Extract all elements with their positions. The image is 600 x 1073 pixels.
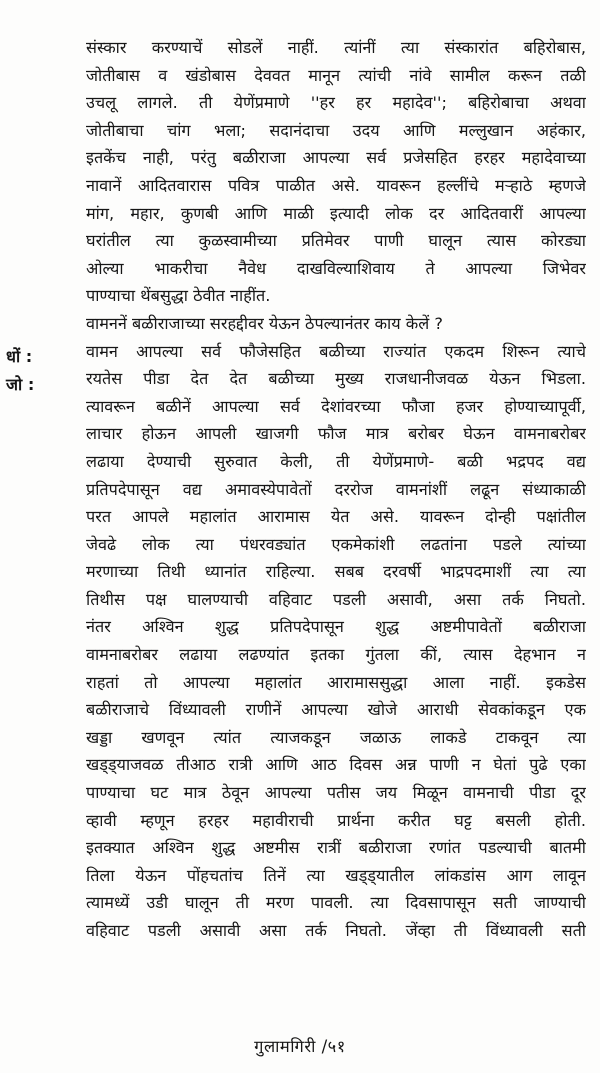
speaker-question-label: धों : xyxy=(6,347,33,366)
text-line: प्रतिपदेपासून वद्य अमावस्येपावेतों दररोज वामनांशीं लढून संध्याकाळी xyxy=(86,479,586,499)
text-line: त्यावरून बळीनें आपल्या सर्व देशांवरच्या फौजा हजर होण्याच्यापूर्वी, xyxy=(86,396,586,416)
text-line: उचलू लागले. ती येणेंप्रमाणे ''हर हर महादेव''; बहिरोबाचा अथवा xyxy=(86,93,586,113)
text-line: वहिवाट पडली असावी असा तर्क निघतो. जेंव्हा ती विंध्यावली सती xyxy=(86,921,586,940)
text-line: बळीराजाचे विंध्यावली राणीनें आपल्या खोजे आराधी सेवकांकडून एक xyxy=(86,700,586,720)
text-line: जोतीबाचा चांग भला; सदानंदाचा उदय आणि मल्लुखान अहंकार, xyxy=(86,120,586,140)
text-line: वामनाबरोबर लढाया लढण्यांत इतका गुंतला कीं, त्यास देहभान न xyxy=(86,645,586,665)
text-line: पाण्याचा घट मात्र ठेवून आपल्या पतीस जय मिळून वामनाची पीडा दूर xyxy=(86,783,586,803)
text-line: घरांतील त्या कुळस्वामीच्या प्रतिमेवर पाणी घालून त्यास कोरड्या xyxy=(86,231,586,251)
body-text xyxy=(86,34,586,945)
text-line: व्हावी म्हणून हरहर महावीराची प्रार्थना करीत घट्ट बसली होती. xyxy=(86,810,586,830)
text-line: लाचार होऊन आपली खाजगी फौज मात्र बरोबर घेऊन वामनाबरोबर xyxy=(86,424,586,444)
text-line: खड्डा खणवून त्यांत त्याजकडून जळाऊ लाकडे टाकवून त्या xyxy=(86,727,586,747)
text-line: त्यामध्यें उडी घालून ती मरण पावली. त्या दिवसापासून सती जाण्याची xyxy=(86,893,586,913)
answer-line: वामन आपल्या सर्व फौजेसहित बळीच्या राज्यांत एकदम शिरून त्याचे xyxy=(86,341,586,361)
text-line: राहतां तो आपल्या महालांत आरामाससुद्धा आला नाहीं. इकडेस xyxy=(86,672,586,692)
text-line: लढाया देण्याची सुरुवात केली, ती येणेंप्रमाणे- बळी भद्रपद वद्य xyxy=(86,451,586,471)
text-line: मांग, महार, कुणबी आणि माळी इत्यादी लोक दर आदितवारीं आपल्या xyxy=(86,203,586,223)
speaker-answer-label: जो : xyxy=(6,375,35,394)
question-line: वामननें बळीराजाच्या सरहद्दीवर येऊन ठेपल्यानंतर काय केलें ? xyxy=(86,313,443,333)
text-line: नावानें आदितवारास पवित्र पाळीत असे. यावरून हल्लींचे मऱ्हाठे म्हणजे xyxy=(86,175,586,195)
text-line: मरणाच्या तिथी ध्यानांत राहिल्या. सबब दरवर्षी भाद्रपदमाशीं त्या त्या xyxy=(86,562,586,582)
text-line: नंतर अश्विन शुद्ध प्रतिपदेपासून शुद्ध अष्टमीपावेतों बळीराजा xyxy=(86,617,586,637)
text-line: जोतीबास व खंडोबास देववत मानून त्यांची नांवे सामील करून तळी xyxy=(86,65,586,85)
text-line: ओल्या भाकरीचा नैवेध दाखविल्याशिवाय ते आपल्या जिभेवर xyxy=(86,258,586,278)
text-line: खड्ड्याजवळ तीआठ रात्री आणि आठ दिवस अन्न पाणी न घेतां पुढे एका xyxy=(86,755,586,775)
text-line: संस्कार करण्याचें सोडलें नाहीं. त्यांनीं त्या संस्कारांत बहिरोबास, xyxy=(86,38,586,57)
text-line: रयतेस पीडा देत देत बळीच्या मुख्य राजधानीजवळ येऊन भिडला. xyxy=(86,369,586,389)
text-line: पाण्याचा थेंबसुद्धा ठेवीत नाहींत. xyxy=(86,286,271,306)
text-line: तिला येऊन पोंहचतांच तिनें त्या खड्ड्यातील लांकडांस आग लावून xyxy=(86,865,586,885)
text-line: जेवढे लोक त्या पंधरवड्यांत एकमेकांशी लढतांना पडले त्यांच्या xyxy=(86,534,586,554)
text-line: तिथीस पक्ष घालण्याची वहिवाट पडली असावी, असा तर्क निघतो. xyxy=(86,589,586,609)
page-footer: गुलामगिरी /५१ xyxy=(254,1037,346,1056)
text-line: इतकेंच नाही, परंतु बळीराजा आपल्या सर्व प्रजेसहित हरहर महादेवाच्या xyxy=(86,148,586,168)
text-line: इतक्यात अश्विन शुद्ध अष्टमीस रात्रीं बळीराजा रणांत पडल्याची बातमी xyxy=(86,838,586,858)
text-line: परत आपले महालांत आरामास येत असे. यावरून दोन्ही पक्षांतील xyxy=(86,507,586,527)
